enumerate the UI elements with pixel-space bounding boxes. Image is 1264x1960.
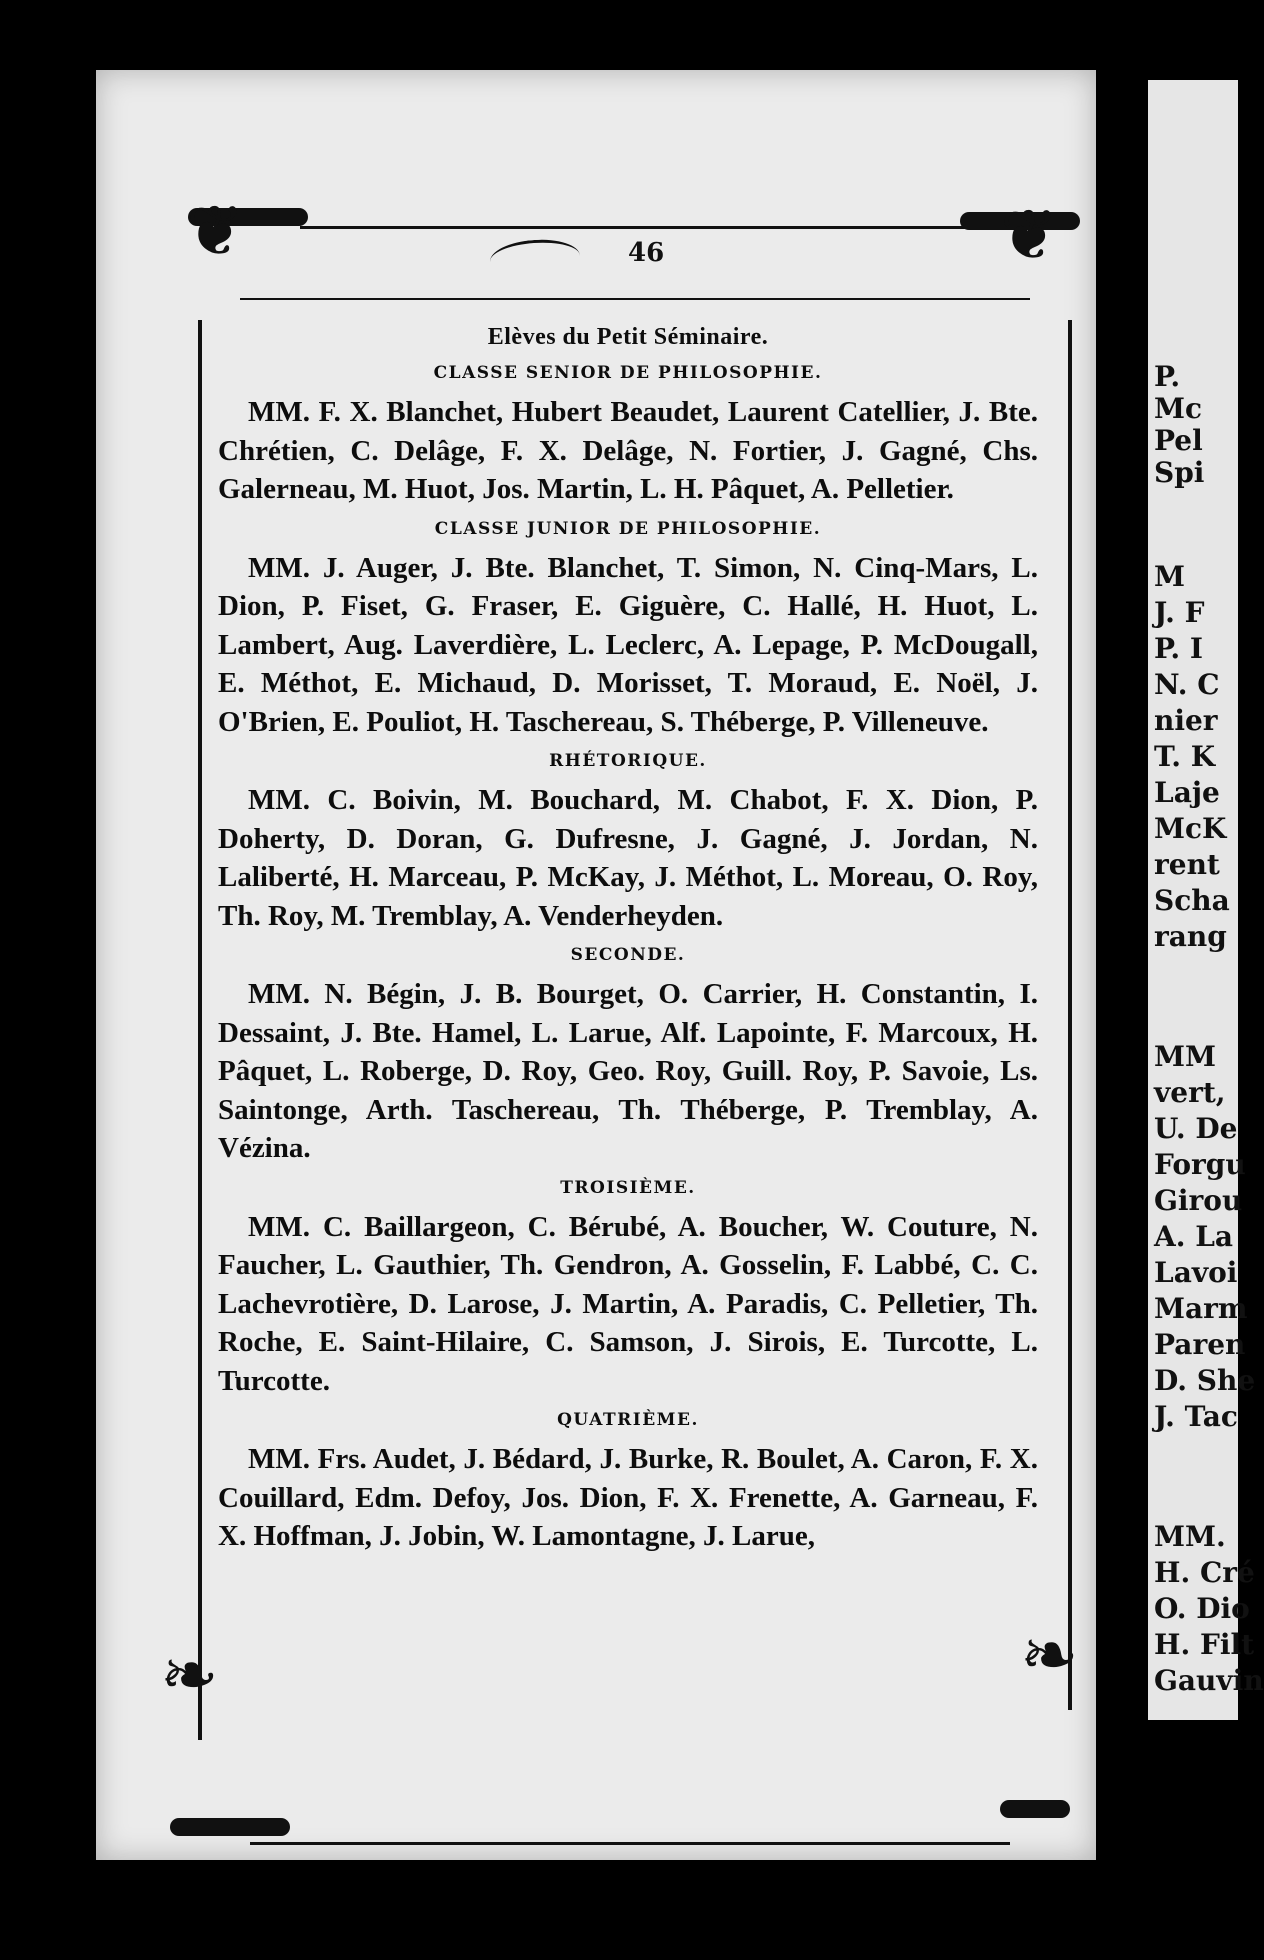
facing-page-fragment: P. I [1154,632,1204,665]
facing-page-fragment: McK [1154,812,1227,845]
frame-top-rule [300,226,1000,229]
section-seconde [218,945,1038,1168]
facing-page-fragment: O. Dio [1154,1592,1250,1625]
section-text: MM. Frs. Audet, J. Bédard, J. Burke, R. Boulet, A. Caron, F. X. Couillard, Edm. Defoy, Jos. Dion, F. X. Frenette, A. Garneau, F. X. Hoffman, J. Jobin, W. Lamontagne, J. Larue, [218,1443,1038,1552]
scan-border [0,0,1232,70]
section-rhetorique [218,751,1038,935]
section-quatrieme [218,1410,1038,1556]
header-rule [240,298,1030,300]
facing-page-fragment: Forgu [1154,1148,1246,1181]
frame-left-rule [198,320,202,1740]
section-senior-philosophie [218,363,1038,509]
facing-page-fragment: MM [1154,1040,1216,1073]
facing-page-fragment: rang [1154,920,1227,953]
page-number: 46 [628,238,665,268]
corner-ornament-icon: ❦ [1000,194,1059,276]
facing-page-fragment: Scha [1154,884,1230,917]
ornament-bar-bottom-left [170,1818,290,1836]
section-heading: CLASSE JUNIOR DE PHILOSOPHIE. [434,518,822,539]
facing-page-fragment: J. Tac [1154,1400,1238,1433]
section-text: MM. C. Boivin, M. Bouchard, M. Chabot, F. X. Dion, P. Doherty, D. Doran, G. Dufresne, J. Gagné, J. Jordan, N. Laliberté, H. Marceau, P. McKay, J. Méthot, L. Moreau, O. Roy, Th. Roy, M. Tremblay, A. Venderheyden. [218,784,1038,932]
corner-ornament-icon: ❦ [186,190,245,272]
facing-page-fragment: H. Cré [1154,1556,1255,1589]
facing-page-fragment: nier [1154,704,1218,737]
facing-page-fragment: Mc [1154,392,1203,425]
section-text: MM. N. Bégin, J. B. Bourget, O. Carrier, H. Constantin, I. Dessaint, J. Bte. Hamel, L. Larue, Alf. Lapointe, F. Marcoux, H. Pâquet, L. Roberge, D. Roy, Geo. Roy, Guill. Roy, P. Savoie, Ls. Saintonge, Arth. Taschereau, Th. Théberge, P. Tremblay, A. Vézina. [218,978,1038,1164]
facing-page-fragment: MM. [1154,1520,1226,1553]
facing-page-fragment: A. La [1154,1220,1234,1253]
section-text: MM. J. Auger, J. Bte. Blanchet, T. Simon, N. Cinq-Mars, L. Dion, P. Fiset, G. Fraser, E. Giguère, C. Hallé, H. Huot, L. Lambert, Aug. Laverdière, L. Leclerc, A. Lepage, P. McDougall, E. Méthot, E. Michaud, D. Morisset, T. Moraud, E. Noël, J. O'Brien, E. Pouliot, H. Taschereau, S. Théberge, P. Villeneuve. [218,551,1038,738]
section-junior-philosophie [218,519,1038,742]
section-text: MM. F. X. Blanchet, Hubert Beaudet, Laurent Catellier, J. Bte. Chrétien, C. Delâge, F. X. Delâge, N. Fortier, J. Gagné, Chs. Galerneau, M. Huot, Jos. Martin, L. H. Pâquet, A. Pelletier. [218,396,1038,505]
facing-page-fragment: J. F [1154,596,1205,629]
facing-page-fragment: U. De [1154,1112,1238,1145]
section-heading: SECONDE. [570,945,686,965]
facing-page-fragment: Pel [1154,424,1203,457]
facing-page-fragment: vert, [1154,1076,1226,1109]
facing-page-fragment: M [1154,560,1185,593]
section-heading: CLASSE SENIOR DE PHILOSOPHIE. [433,363,823,383]
facing-page-fragment: Paren [1154,1328,1246,1361]
facing-page-fragment: rent [1154,848,1220,881]
facing-page-fragment: H. Filt [1154,1628,1255,1661]
facing-page [1148,80,1264,1720]
facing-page-fragment: T. K [1154,740,1216,773]
facing-page-fragment: Lavoi [1154,1256,1238,1289]
facing-page-fragment: Girou [1154,1184,1243,1217]
facing-page-fragment: Marm [1154,1292,1248,1325]
page-title: Elèves du Petit Séminaire. [487,324,769,350]
facing-page-fragment: Spi [1154,456,1205,489]
page-body [218,318,1038,1556]
corner-ornament-icon: ❧ [1020,1614,1079,1696]
frame-right-rule [1068,320,1072,1710]
ornament-bar-bottom-right [1000,1800,1070,1818]
facing-page-fragment: Laje [1154,776,1220,809]
frame-bottom-rule [250,1842,1010,1845]
facing-page-fragment: D. She [1154,1364,1256,1397]
facing-page-fragment: P. [1154,360,1181,393]
section-heading: QUATRIÈME. [557,1410,699,1430]
section-troisieme [218,1178,1038,1401]
section-text: MM. C. Baillargeon, C. Bérubé, A. Boucher, W. Couture, N. Faucher, L. Gauthier, Th. Gendron, A. Gosselin, F. Labbé, C. C. Lachevrotière, D. Larose, J. Martin, A. Paradis, C. Pelletier, Th. Roche, E. Saint-Hilaire, C. Samson, J. Sirois, E. Turcotte, L. Turcotte. [218,1210,1038,1397]
facing-page-fragment: Gauvin [1154,1664,1264,1697]
section-heading: RHÉTORIQUE. [549,751,707,771]
corner-ornament-icon: ❧ [160,1634,219,1716]
facing-page-fragment: N. C [1154,668,1220,701]
section-heading: TROISIÈME. [560,1177,696,1198]
